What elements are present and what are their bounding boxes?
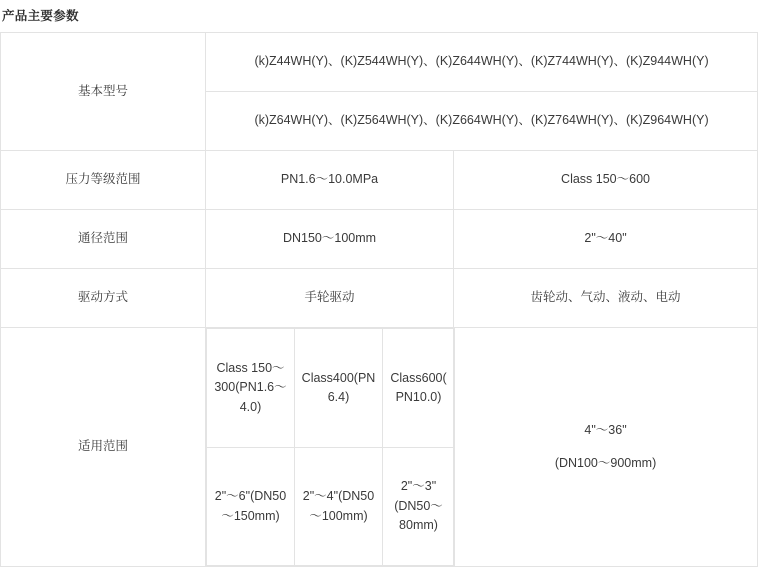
matrix-row-size (207, 448, 455, 566)
table-row (1, 151, 758, 210)
row-label-diameter: 通径范围 (1, 210, 206, 269)
diameter-value-right: 2"～40" (454, 210, 758, 269)
table-row (1, 210, 758, 269)
row-label-application: 适用范围 (1, 328, 206, 567)
class-b-top: Class400(PN6.4) (295, 329, 383, 448)
drive-value-left: 手轮驱动 (206, 269, 454, 328)
matrix-row-class (207, 329, 455, 448)
table-row (1, 328, 758, 567)
class-b-bottom: 2"～4"(DN50～100mm) (295, 448, 383, 566)
specification-table (0, 32, 758, 567)
drive-value-right: 齿轮动、气动、液动、电动 (454, 269, 758, 328)
class-a-top: Class 150～300(PN1.6～4.0) (207, 329, 295, 448)
pressure-value-right: Class 150～600 (454, 151, 758, 210)
diameter-value-left: DN150～100mm (206, 210, 454, 269)
row-label-drive: 驱动方式 (1, 269, 206, 328)
table-row (1, 269, 758, 328)
application-range-line-1: 4"～36" (584, 422, 627, 437)
model-line-2: (k)Z64WH(Y)、(K)Z564WH(Y)、(K)Z664WH(Y)、(K)Z764WH(Y)、(K)Z964WH(Y) (206, 92, 758, 151)
application-range-right (454, 328, 758, 567)
model-line-1: (k)Z44WH(Y)、(K)Z544WH(Y)、(K)Z644WH(Y)、(K)Z744WH(Y)、(K)Z944WH(Y) (206, 33, 758, 92)
page-title: 产品主要参数 (2, 9, 79, 23)
table-row (1, 33, 758, 92)
row-label-model: 基本型号 (1, 33, 206, 151)
application-matrix-cell (206, 328, 454, 567)
application-range-line-2: (DN100～900mm) (554, 456, 657, 470)
spacer (458, 440, 753, 454)
row-label-pressure: 压力等级范围 (1, 151, 206, 210)
class-a-bottom: 2"～6"(DN50～150mm) (207, 448, 295, 566)
pressure-value-left: PN1.6～10.0MPa (206, 151, 454, 210)
class-c-bottom: 2"～3"(DN50～80mm) (383, 448, 455, 566)
class-c-top: Class600(PN10.0) (383, 329, 455, 448)
application-matrix (206, 328, 455, 566)
